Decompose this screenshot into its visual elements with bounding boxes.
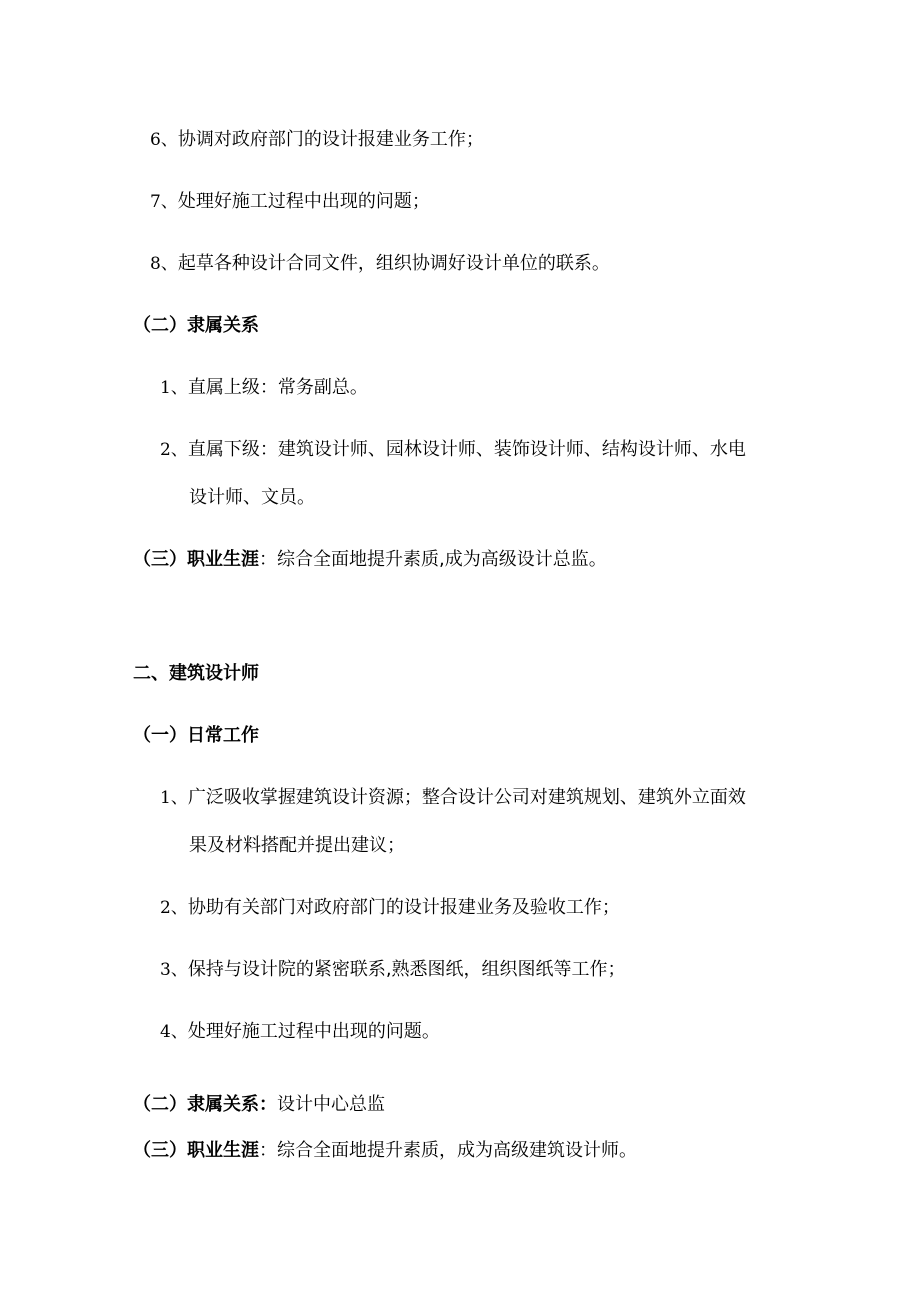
subsection-heading: （二）隶属关系 (133, 315, 259, 336)
item-number: 1、 (160, 378, 188, 398)
list-item (160, 1020, 440, 1044)
list-item (160, 376, 368, 400)
item-number: 7、 (150, 192, 178, 212)
subsection-heading: （一）日常工作 (133, 725, 259, 746)
career-text: ：综合全面地提升素质,成为高级设计总监。 (259, 549, 607, 570)
item-text: 协助有关部门对政府部门的设计报建业务及验收工作； (187, 897, 620, 918)
career-line (133, 1139, 637, 1163)
item-number: 2、 (160, 440, 188, 460)
list-item (150, 252, 610, 276)
list-item (150, 190, 430, 214)
career-line (133, 548, 607, 572)
item-number: 4、 (160, 1022, 188, 1042)
item-text: 协调对政府部门的设计报建业务工作； (177, 129, 484, 150)
list-item (150, 128, 484, 152)
section-title: 二、建筑设计师 (133, 663, 259, 684)
item-number: 6、 (150, 130, 178, 150)
list-item-continuation: 设计师、文员。 (189, 487, 315, 508)
relation-line (133, 1093, 385, 1117)
list-item (160, 896, 620, 920)
item-text: 广泛吸收掌握建筑设计资源；整合设计公司对建筑规划、建筑外立面效 (187, 787, 746, 808)
item-text: 处理好施工过程中出现的问题。 (187, 1021, 440, 1042)
item-number: 1、 (160, 788, 188, 808)
subsection-heading: （三）职业生涯 (133, 549, 259, 570)
item-text: 起草各种设计合同文件，组织协调好设计单位的联系。 (177, 253, 610, 274)
list-item (160, 786, 746, 810)
item-number: 3、 (160, 960, 188, 980)
item-text: 处理好施工过程中出现的问题； (177, 191, 430, 212)
career-text: ：综合全面地提升素质，成为高级建筑设计师。 (259, 1140, 637, 1161)
item-number: 2、 (160, 898, 188, 918)
item-number: 8、 (150, 254, 178, 274)
item-text: 直属上级：常务副总。 (187, 377, 368, 398)
item-text: 直属下级：建筑设计师、园林设计师、装饰设计师、结构设计师、水电 (187, 439, 746, 460)
list-item (160, 958, 626, 982)
list-item-continuation: 果及材料搭配并提出建议； (189, 835, 405, 856)
subsection-heading: （三）职业生涯 (133, 1140, 259, 1161)
subsection-heading: （二）隶属关系： (133, 1094, 277, 1115)
item-text: 保持与设计院的紧密联系,熟悉图纸，组织图纸等工作； (187, 959, 626, 980)
relation-text: 设计中心总监 (277, 1094, 385, 1115)
list-item (160, 438, 746, 462)
